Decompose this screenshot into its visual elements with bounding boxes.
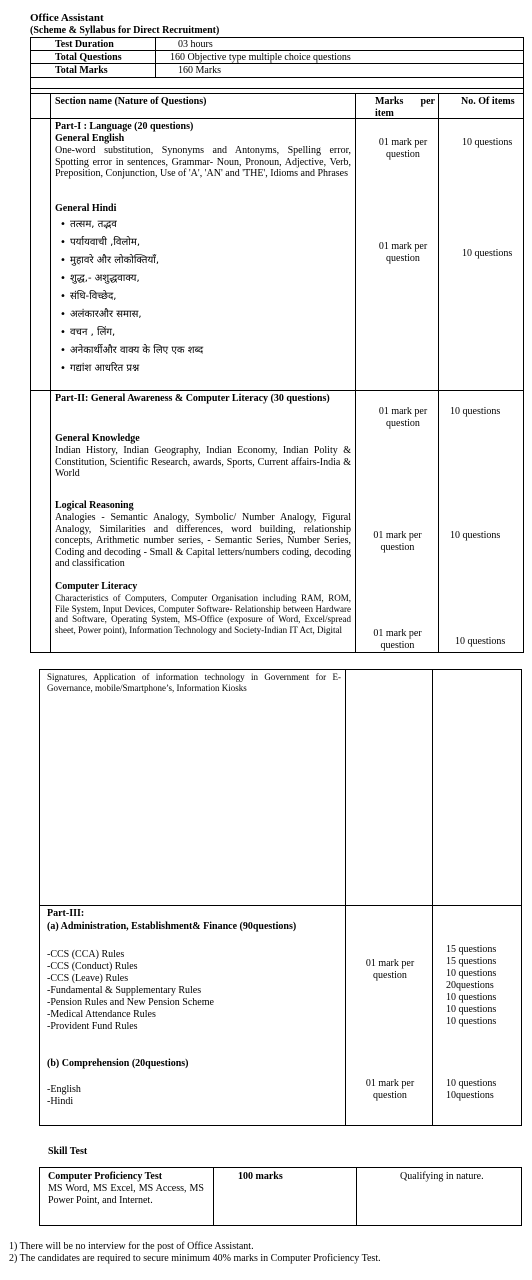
comprehension-item: -English xyxy=(47,1084,81,1095)
rule-item: -Pension Rules and New Pension Scheme xyxy=(47,997,214,1008)
hindi-topic: • पर्यायवाची ,विलोम, xyxy=(58,234,348,252)
hindi-topic: • मुहावरे और लोकोक्तियाँ, xyxy=(58,252,348,270)
rule-item: -Fundamental & Supplementary Rules xyxy=(47,985,202,996)
question-count: 10 questions xyxy=(446,1016,497,1027)
comprehension-item: -Hindi xyxy=(47,1096,74,1107)
part3-a-counts xyxy=(446,944,520,1028)
gk-title: General Knowledge xyxy=(55,433,140,444)
cl-title: Computer Literacy xyxy=(55,581,138,592)
question-count: 10 questions xyxy=(446,968,497,979)
summary-value-duration: 03 hours xyxy=(178,39,213,50)
summary-label-questions: Total Questions xyxy=(55,52,122,63)
skill-test-name: Computer Proficiency Test xyxy=(48,1171,163,1182)
question-count: 15 questions xyxy=(446,944,497,955)
part2-marks: 01 mark per question xyxy=(378,406,428,429)
summary-value-marks: 160 Marks xyxy=(178,65,222,76)
cl-items: 10 questions xyxy=(455,636,506,647)
question-count: 10 questions xyxy=(446,1004,497,1015)
summary-label-duration: Test Duration xyxy=(55,39,114,50)
lr-items: 10 questions xyxy=(450,530,501,541)
part3-title: Part-III: xyxy=(47,908,85,919)
note-2: 2) The candidates are required to secure minimum 40% marks in Computer Proficiency Test. xyxy=(9,1253,381,1264)
part3-b-marks: 01 mark per question xyxy=(365,1078,415,1101)
summary-label-marks: Total Marks xyxy=(55,65,108,76)
hindi-topic: • अनेकार्थीऔर वाक्य के लिए एक शब्द xyxy=(58,342,348,360)
gk-text: Indian History, Indian Geography, Indian Economy, Indian Polity & Constitution, Scientific Research, awards, Sports, Current affairs-India & World xyxy=(55,445,351,479)
part3-b-counts xyxy=(446,1078,520,1102)
rule-item: -CCS (CCA) Rules xyxy=(47,949,125,960)
column-header-items: No. Of items xyxy=(461,96,515,107)
general-english-title: General English xyxy=(55,133,125,144)
rule-item: -Provident Fund Rules xyxy=(47,1021,138,1032)
rule-item: -Medical Attendance Rules xyxy=(47,1009,156,1020)
hindi-marks: 01 mark per question xyxy=(378,241,428,264)
part2-items: 10 questions xyxy=(450,406,501,417)
question-count: 15 questions xyxy=(446,956,497,967)
part3-b-items xyxy=(47,1084,81,1108)
part3-a-marks: 01 mark per question xyxy=(365,958,415,981)
general-english-text: One-word substitution, Synonyms and Antonyms, Spelling error, Spotting error in sentences, Grammar- Noun, Pronoun, Adjective, Verb, Preposition, Conjunction, Use of 'A', 'AN' and 'THE', Idioms and Phrases xyxy=(55,145,351,179)
document-title: Office Assistant xyxy=(30,12,104,24)
rule-item: -CCS (Leave) Rules xyxy=(47,973,129,984)
document-subtitle: (Scheme & Syllabus for Direct Recruitment) xyxy=(30,25,220,36)
question-count: 10questions xyxy=(446,1090,494,1101)
hindi-topic: • तत्सम, तद्भव xyxy=(58,216,348,234)
cl-text-continued: Signatures, Application of information technology in Government for E-Governance, mobile/Smartphone’s, Information Kiosks xyxy=(47,672,341,693)
english-items: 10 questions xyxy=(462,137,513,148)
lr-text: Analogies - Semantic Analogy, Symbolic/ Number Analogy, Figural Analogy, Similarities and differences, word building, relationship concepts, Arithmetic number series, - Semantic Series, Number Series, Coding and decoding - Small & Capital letters/numbers coding, decoding and classification xyxy=(55,512,351,569)
hindi-topic: • संधि-विच्छेद, xyxy=(58,288,348,306)
skill-test-marks: 100 marks xyxy=(238,1171,283,1182)
skill-test-heading: Skill Test xyxy=(48,1146,88,1157)
hindi-topic: • गद्यांश आधरित प्रश्न xyxy=(58,360,348,378)
hindi-topic-list xyxy=(58,216,348,378)
part3-b-title: (b) Comprehension (20questions) xyxy=(47,1058,189,1069)
cl-text: Characteristics of Computers, Computer Organisation including RAM, ROM, File System, Input Devices, Computer Software- Relationship between Hardware and Software, Operating System, MS-Office (exposure of Word, Excel/spread sheet, Power point), Information Technology and Society-Indian IT Act, Digital xyxy=(55,593,351,635)
note-1: 1) There will be no interview for the post of Office Assistant. xyxy=(9,1241,254,1252)
hindi-topic: • शुद्ध,- अशुद्धवाक्य, xyxy=(58,270,348,288)
column-header-marks: Marks per item xyxy=(375,96,435,119)
column-header-section: Section name (Nature of Questions) xyxy=(55,96,207,107)
part3-a-rules xyxy=(47,949,342,1033)
part3-a-title: (a) Administration, Establishment& Finance (90questions) xyxy=(47,921,297,932)
english-marks: 01 mark per question xyxy=(378,137,428,160)
summary-value-questions: 160 Objective type multiple choice questions xyxy=(170,52,351,63)
skill-test-nature: Qualifying in nature. xyxy=(400,1171,484,1182)
general-hindi-title: General Hindi xyxy=(55,203,117,214)
question-count: 20questions xyxy=(446,980,494,991)
rule-item: -CCS (Conduct) Rules xyxy=(47,961,138,972)
part2-title: Part-II: General Awareness & Computer Literacy (30 questions) xyxy=(55,393,330,404)
hindi-topic: • अलंकारऔर समास, xyxy=(58,306,348,324)
part1-title: Part-I : Language (20 questions) xyxy=(55,121,194,132)
lr-title: Logical Reasoning xyxy=(55,500,134,511)
lr-marks: 01 mark per question xyxy=(373,530,422,553)
question-count: 10 questions xyxy=(446,992,497,1003)
hindi-topic: • वचन , लिंग, xyxy=(58,324,348,342)
cl-marks: 01 mark per question xyxy=(373,628,422,651)
hindi-items: 10 questions xyxy=(462,248,513,259)
question-count: 10 questions xyxy=(446,1078,497,1089)
skill-test-description: MS Word, MS Excel, MS Access, MS Power Point, and Internet. xyxy=(48,1183,204,1206)
